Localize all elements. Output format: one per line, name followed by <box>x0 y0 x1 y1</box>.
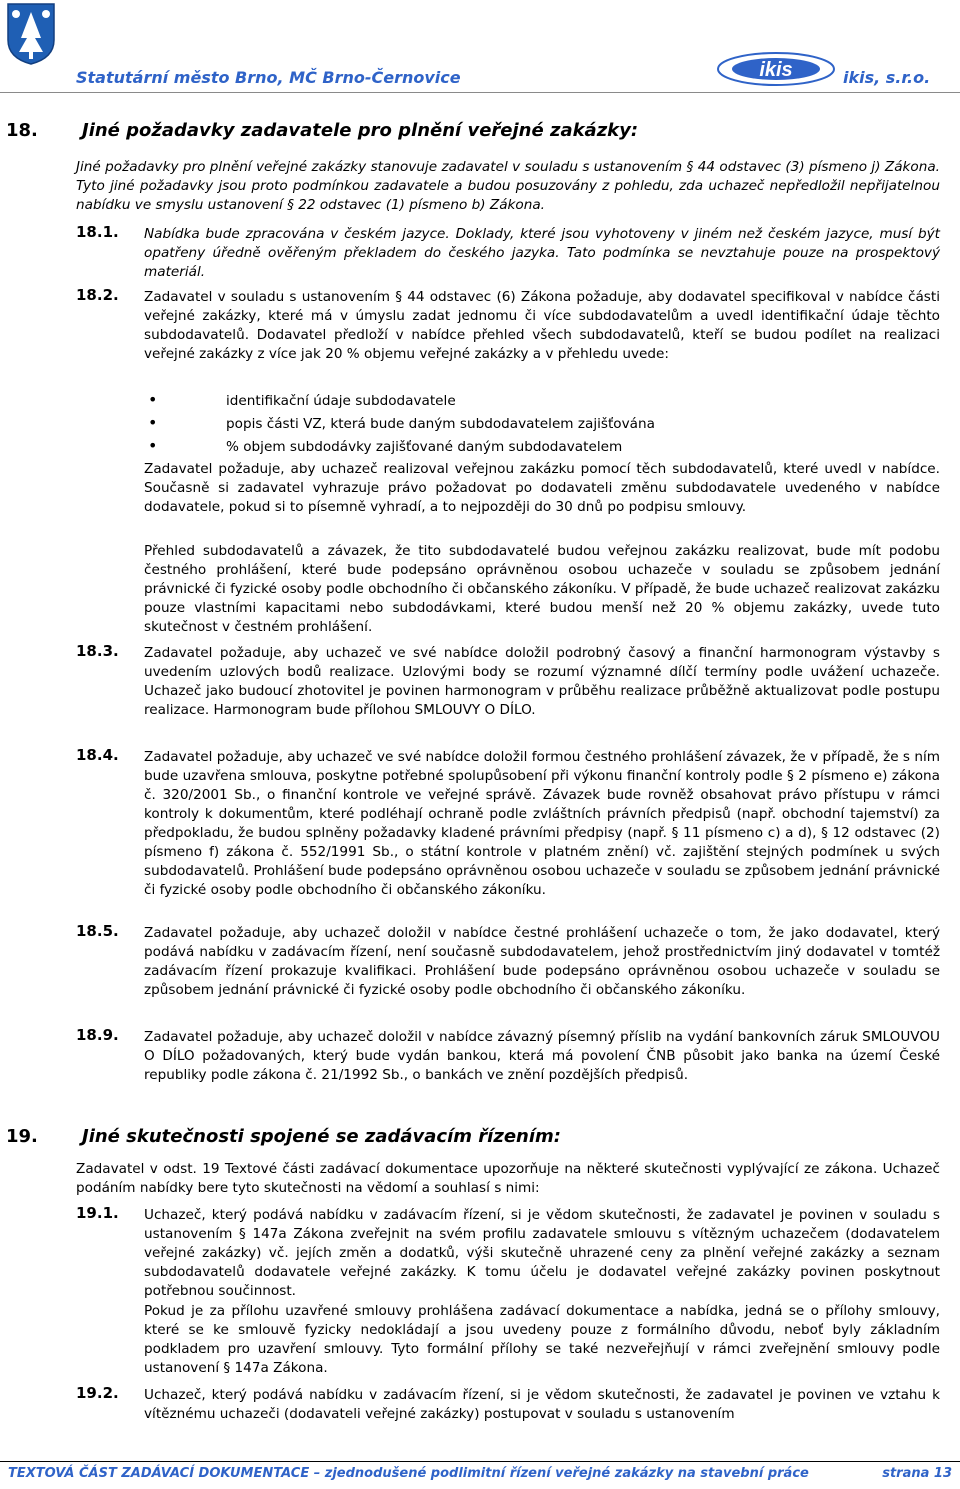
subsection-18-5-text: Zadavatel požaduje, aby uchazeč doložil v nabídce čestné prohlášení uchazeče o tom, že jako dodavatel, který podává nabídku v zadávacím řízení, není současně subdodavatelem, jehož prostřednictvím jiný dodavatel v tomtéž zadávacím řízení prokazuje kvalifikaci. Prohlášení bude podepsáno oprávněnou osobou uchazeče v souladu se způsobem jednání právnické či fyzické osoby podle obchodního či občanského zákoníku. <box>144 925 940 998</box>
bullet-icon: • <box>148 390 158 409</box>
section-19-intro: Zadavatel v odst. 19 Textové části zadávací dokumentace upozorňuje na některé skutečnosti vyplývající ze zákona. Uchazeč podáním nabídky bere tyto skutečnosti na vědomí a souhlasí s nimi: <box>76 1161 940 1196</box>
city-crest-icon <box>6 2 56 66</box>
page-header <box>0 0 960 96</box>
section-title: Jiné požadavky zadavatele pro plnění veřejné zakázky: <box>82 120 639 141</box>
subsection-number: 18.4. <box>76 746 119 764</box>
section-18-intro: Jiné požadavky pro plnění veřejné zakázky stanovuje zadavatel v souladu s ustanovením § 44 odstavec (3) písmeno j) Zákona. Tyto jiné požadavky jsou proto podmínkou zadavatele a budou posuzovány z pohledu, zda uchazeč nepředložil nepřijatelnou nabídku ve smyslu ustanovení § 22 odstavec (1) písmeno b) Zákona. <box>76 159 940 213</box>
footer-divider <box>0 1461 960 1462</box>
subsection-number: 18.5. <box>76 922 119 940</box>
subsection-number: 18.1. <box>76 223 119 241</box>
bullet-icon: • <box>148 436 158 455</box>
ikis-logo-text: ikis <box>759 59 793 81</box>
subsection-18-1-text: Nabídka bude zpracována v českém jazyce. Doklady, které jsou vyhotoveny v jiném než českém jazyce, musí být opatřeny úředně ověřeným překladem do českého jazyka. Tato podmínka se nevztahuje pouze na prospektový materiál. <box>144 226 940 280</box>
subsection-19-1-text-2: Pokud je za přílohu uzavřené smlouvy prohlášena zadávací dokumentace a nabídka, jedná se o přílohy smlouvy, které se ke smlouvě fyzicky nedokládají a jsou uvedeny pouze z formálního důvodu, neboť byly základním podkladem pro uzavření smlouvy. Tyto formální přílohy se také nezveřejňují v rámci zveřejnění smlouvy podle ustanovení § 147a Zákona. <box>144 1303 940 1376</box>
subsection-number: 19.1. <box>76 1204 119 1222</box>
header-divider <box>0 92 960 93</box>
section-title: Jiné skutečnosti spojené se zadávacím řízením: <box>82 1126 561 1147</box>
subsection-number: 18.9. <box>76 1026 119 1044</box>
section-number: 19. <box>6 1126 38 1147</box>
header-title: Statutární město Brno, MČ Brno-Černovice <box>76 68 461 87</box>
subsection-19-2-text: Uchazeč, který podává nabídku v zadávacím řízení, si je vědom skutečnosti, že zadavatel je povinen ve vztahu k vítěznému uchazeči (dodavateli veřejné zakázky) postupovat v souladu s ustanovením <box>144 1387 940 1422</box>
subsection-number: 18.3. <box>76 642 119 660</box>
subsection-18-2-text-3: Přehled subdodavatelů a závazek, že tito subdodavatelé budou veřejnou zakázku realizovat, bude mít podobu čestného prohlášení, které bude podepsáno oprávněnou osobou uchazeče v souladu se způsobem jednání právnické či fyzické osoby podle obchodního či občanského zákoníku. V případě, že bude uchazeč realizovat zakázku pouze vlastními kapacitami nebo subdodávkami, které budou menší než 20 % objemu zakázky, uvede tuto skutečnost v čestném prohlášení. <box>144 543 940 635</box>
subsection-number: 18.2. <box>76 286 119 304</box>
subsection-19-1-text: Uchazeč, který podává nabídku v zadávacím řízení, si je vědom skutečnosti, že zadavatel je povinen v souladu s ustanovením § 147a Zákona zveřejnit na svém profilu zadavatele smlouvu s vítězným uchazečem (dodavatelem veřejné zakázky) vč. jejích změn a dodatků, výši skutečně uhrazené ceny za plnění veřejné zakázky a seznam subdodavatelů dodavatele veřejné zakázky. K tomu účelu je dodavatel veřejné zakázky povinen poskytnout potřebnou součinnost. <box>144 1207 940 1299</box>
subsection-number: 19.2. <box>76 1384 119 1402</box>
header-company: ikis, s.r.o. <box>843 68 931 87</box>
subsection-18-3-text: Zadavatel požaduje, aby uchazeč ve své nabídce doložil podrobný časový a finanční harmonogram výstavby s uvedením uzlových bodů realizace. Uzlovými body se rozumí významné dílčí termíny podle uvážení uchazeče. Uchazeč jako budoucí zhotovitel je povinen harmonogram v průběhu realizace průběžně aktualizovat podle postupu realizace. Harmonogram bude přílohou SMLOUVY O DÍLO. <box>144 645 940 718</box>
ikis-logo <box>716 50 836 88</box>
bullet-icon: • <box>148 413 158 432</box>
page-number: strana 13 <box>882 1466 952 1481</box>
section-number: 18. <box>6 120 38 141</box>
subsection-18-2-text-2: Zadavatel požaduje, aby uchazeč realizoval veřejnou zakázku pomocí těch subdodavatelů, které uvedl v nabídce. Současně si zadavatel vyhrazuje právo požadovat po dodavateli změnu subdodavatele uvedeného v nabídce dodavatele, pokud si to písemně vyhradí, a to nejpozději do 30 dnů po podpisu smlouvy. <box>144 461 940 515</box>
subsection-18-2-text: Zadavatel v souladu s ustanovením § 44 odstavec (6) Zákona požaduje, aby dodavatel specifikoval v nabídce části veřejné zakázky, které má v úmyslu zadat jednomu či více subdodavatelům a uvedl identifikační údaje těchto subdodavatelů. Dodavatel předloží v nabídce přehled všech subdodavatelů, kteří se budou podílet na realizaci veřejné zakázky z více jak 20 % objemu veřejné zakázky a v přehledu uvede: <box>144 289 940 362</box>
subsection-18-9-text: Zadavatel požaduje, aby uchazeč doložil v nabídce závazný písemný příslib na vydání bankovních záruk SMLOUVOU O DÍLO požadovaných, který bude vydán bankou, která má povolení ČNB působit jako banka na území České republiky podle zákona č. 21/1992 Sb., o bankách ve znění pozdějších předpisů. <box>144 1029 940 1083</box>
subsection-18-4-text: Zadavatel požaduje, aby uchazeč ve své nabídce doložil formou čestného prohlášení závazek, že v případě, že s ním bude uzavřena smlouva, poskytne potřebné spolupůsobení při výkonu finanční kontroly podle § 2 písmeno e) zákona č. 320/2001 Sb., o finanční kontrole ve veřejné správě. Závazek bude rovněž obsahovat právo přístupu v rámci kontroly k dokumentům, které podléhají ochraně podle zvláštních právních předpisů (např. obchodní tajemství) za předpokladu, že budou splněny požadavky kladené právními předpisy (např. § 11 písmeno c) a d), § 12 odstavec (2) písmeno f) zákona č. 552/1991 Sb., o státní kontrole v platném znění) vč. zajištění stejných podmínek u svých subdodavatelů. Prohlášení bude podepsáno oprávněnou osobou uchazeče v souladu se způsobem jednání právnické či fyzické osoby podle obchodního či občanského zákoníku. <box>144 749 940 898</box>
footer-document-title: TEXTOVÁ ČÁST ZADÁVACÍ DOKUMENTACE – zjednodušené podlimitní řízení veřejné zakázky na stavební práce <box>8 1466 809 1481</box>
